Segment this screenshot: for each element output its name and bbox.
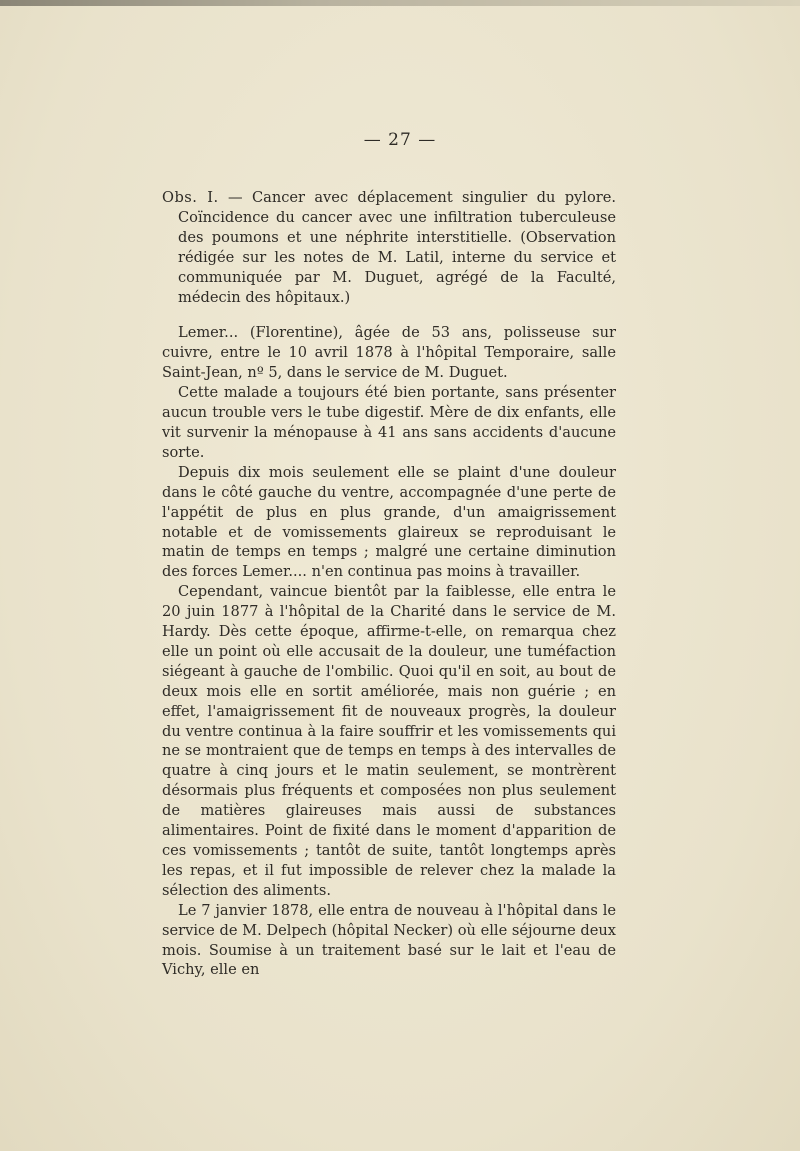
paragraph-3: Depuis dix mois seulement elle se plaint d'une douleur dans le côté gauche du ventre, accompagnée d'une perte de l'appétit de plus en plus grande, d'un amaigrissement notable et de vomissements glaireux se reproduisant le matin de temps en temps ; malgré une certaine diminution des forces Lemer.... n'en continua pas moins à travailler. bbox=[162, 463, 616, 581]
body-text bbox=[162, 188, 616, 980]
paragraph-1: Lemer... (Florentine), âgée de 53 ans, polisseuse sur cuivre, entre le 10 avril 1878 à l'hôpital Temporaire, salle Saint-Jean, nº 5, dans le service de M. Duguet. bbox=[162, 324, 616, 382]
observation-label: Obs. I. bbox=[162, 189, 219, 206]
observation-text: — Cancer avec déplacement singulier du pylore. Coïncidence du cancer avec une infiltration tuberculeuse des poumons et une néphrite interstitielle. (Observation rédigée sur les notes de M. Latil, interne du service et communiquée par M. Duguet, agrégé de la Faculté, médecin des hôpitaux.) bbox=[178, 189, 616, 306]
paragraph-4: Cependant, vaincue bientôt par la faiblesse, elle entra le 20 juin 1877 à l'hôpital de la Charité dans le service de M. Hardy. Dès cette époque, affirme-t-elle, on remarqua chez elle un point où elle accusait de la douleur, une tuméfaction siégeant à gauche de l'ombilic. Quoi qu'il en soit, au bout de deux mois elle en sortit améliorée, mais non guérie ; en effet, l'amaigrissement fit de nouveaux progrès, la douleur du ventre continua à la faire souffrir et les vomissements qui ne se montraient que de temps en temps à des intervalles de quatre à cinq jours et le matin seulement, se montrèrent désormais plus fréquents et composées non plus seulement de matières glaireuses mais aussi de substances alimentaires. Point de fixité dans le moment d'apparition de ces vomissements ; tantôt de suite, tantôt longtemps après les repas, et il fut impossible de relever chez la malade la sélection des aliments. bbox=[162, 583, 616, 899]
paragraph-2: Cette malade a toujours été bien portante, sans présenter aucun trouble vers le tube digestif. Mère de dix enfants, elle vit survenir la ménopause à 41 ans sans accidents d'aucune sorte. bbox=[162, 384, 616, 461]
observation-heading bbox=[162, 188, 616, 307]
page-number: — 27 — bbox=[363, 130, 437, 150]
paragraph-5: Le 7 janvier 1878, elle entra de nouveau à l'hôpital dans le service de M. Delpech (hôpital Necker) où elle séjourne deux mois. Soumise à un traitement basé sur le lait et l'eau de Vichy, elle en bbox=[162, 901, 616, 979]
scan-edge bbox=[0, 0, 800, 6]
